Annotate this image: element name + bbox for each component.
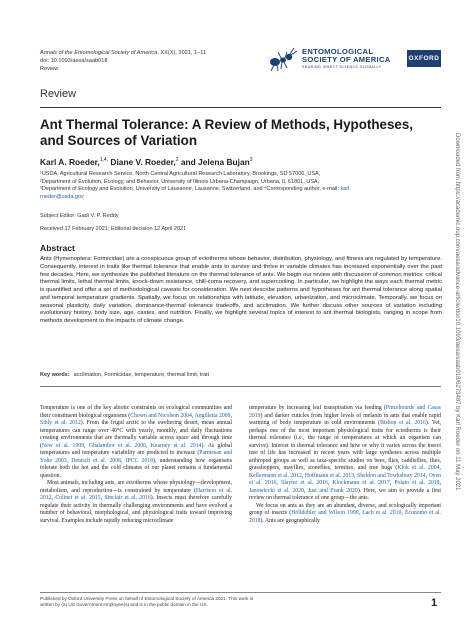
affiliations bbox=[40, 171, 445, 201]
logo-line-2: SOCIETY OF AMERICA bbox=[302, 55, 391, 64]
citation-link[interactable]: Hölldobler and Wilson 1990 bbox=[291, 510, 359, 516]
body-text: temperature by increasing leaf transpiration via feeding ( bbox=[249, 405, 386, 411]
body-text: , bbox=[303, 487, 308, 494]
journal-name: Annals of the Entomological Society of America bbox=[40, 50, 158, 56]
citation-link[interactable]: Hoffmann et al. 2013 bbox=[304, 472, 355, 479]
top-divider bbox=[40, 107, 441, 108]
citation-link[interactable]: Sheldon and Tewksbury 2014 bbox=[357, 472, 426, 479]
citation-link[interactable]: Kellermann et al. 2012 bbox=[249, 472, 302, 479]
body-column-right bbox=[249, 405, 441, 525]
body-paragraph bbox=[249, 405, 441, 503]
author-affiliation-marker: 1,4, bbox=[99, 157, 109, 164]
section-label: Review bbox=[40, 88, 77, 100]
author-affiliation-marker: 2 bbox=[175, 157, 179, 164]
body-text: ). Insects must therefore carefully regulate their activity in thermally challenging environments and have evolved a number of behavioral, morphological, and physiological traits toward improving survival. Examples include rapidly reducing microclimate bbox=[40, 495, 233, 524]
citation-link[interactable]: Colinet et al. 2015 bbox=[55, 495, 101, 501]
body-text: , bbox=[354, 472, 358, 479]
affiliation-2: ²Department of Evolution, Ecology, and Behavior, University of Illinois Urbana-Champaign, Urbana, IL 61801, USA, bbox=[40, 178, 320, 185]
author-name[interactable]: Diane V. Roeder, bbox=[110, 157, 176, 167]
body-paragraph bbox=[249, 503, 441, 526]
citation-link[interactable]: Oyen et al. 2016 bbox=[249, 472, 442, 486]
body-text: ). Here, we aim to provide a first review on thermal tolerance of one group—the ants. bbox=[249, 487, 442, 501]
body-text: ) and darker cuticles from higher levels of melanin in ants that enable rapid warming of body temperature in cold environments ( bbox=[249, 412, 441, 426]
citation-link[interactable]: IPCC 2018 bbox=[125, 457, 154, 464]
affiliation-1: ¹USDA, Agricultural Research Service, North Central Agricultural Research Laboratory, Brookings, SD 57006, USA, bbox=[40, 171, 321, 177]
citation-link[interactable]: Pincebourde and Casas 2019 bbox=[249, 405, 441, 419]
download-watermark-text: Downloaded from https://academic.oup.com/aesa/advance-article/doi/10.1093/aesa/saab018/6273487 by Karl Roeder on 11 May 2021 bbox=[454, 133, 460, 491]
logo-tagline: SHARING INSECT SCIENCE GLOBALLY bbox=[302, 65, 382, 70]
footer-line: written by (a) US Government employee(s) and is in the public domain in the US. bbox=[40, 602, 208, 608]
body-text: We focus on ants as they are an abundant, diverse, and ecologically important group of insects ( bbox=[249, 502, 441, 516]
article-title: Ant Thermal Tolerance: A Review of Methods, Hypotheses, and Sources of Variation bbox=[40, 117, 414, 148]
article-type: Review bbox=[40, 66, 59, 73]
body-text: ). Ants are geographically bbox=[260, 517, 320, 524]
citation-link[interactable]: Janowiecki et al. 2020 bbox=[249, 487, 304, 494]
body-text: , bbox=[358, 510, 363, 516]
body-text: , bbox=[439, 480, 441, 486]
citation-link[interactable]: New et al. 1999 bbox=[41, 442, 85, 449]
citation-link[interactable]: Klok et al. 2004 bbox=[397, 465, 440, 471]
body-text: , bbox=[301, 472, 305, 479]
email-link[interactable]: karl. bbox=[340, 186, 351, 193]
author-name[interactable]: and Jelena Bujan bbox=[180, 157, 250, 167]
author-list bbox=[40, 157, 253, 167]
citation-link[interactable]: Kearney et al. 2014 bbox=[150, 442, 202, 449]
citation-link[interactable]: Sinclair et al. 2016 bbox=[104, 495, 151, 501]
body-text: , bbox=[145, 442, 151, 449]
download-watermark bbox=[455, 133, 465, 593]
affiliation-3-text: ³Department of Ecology and Evolution, University of Lausanne, Lausanne, Switzerland, and ⁴Corresponding author, e-mail: bbox=[40, 186, 341, 193]
body-text: , bbox=[389, 480, 395, 486]
footer-line: Published by Oxford University Press on behalf of Entomological Society of America 2021. This work is bbox=[40, 596, 254, 601]
body-text: , bbox=[191, 412, 195, 419]
citation-link[interactable]: Sibly et al. 2012 bbox=[40, 420, 81, 426]
citation-link[interactable]: Ghalambor et al. 2006 bbox=[88, 442, 146, 449]
citation-link[interactable]: Economo et al. 2018 bbox=[249, 510, 441, 524]
footer-note bbox=[40, 596, 370, 609]
received-dates: Received 17 February 2021; Editorial decision 12 April 2021 bbox=[40, 226, 187, 232]
citation-link[interactable]: Harrison et al. 2012 bbox=[40, 487, 232, 501]
citation-link[interactable]: Polato et al. 2018 bbox=[394, 480, 440, 486]
body-text: Temperature is one of the key abiotic constraints on ecological communities and their constituent biological organisms ( bbox=[40, 405, 232, 419]
citation-link[interactable]: Deutsch et al. 2008 bbox=[71, 457, 121, 464]
email-link-continued[interactable]: roeder@usda.gov bbox=[40, 193, 84, 200]
citation-link[interactable]: Angilletta 2009 bbox=[194, 412, 231, 419]
footer-divider bbox=[40, 592, 441, 593]
journal-meta bbox=[40, 49, 206, 74]
body-text: , bbox=[276, 480, 281, 486]
keywords-text: acclimation, Formicidae, temperature, thermal limit, trait bbox=[73, 372, 210, 378]
body-column-left bbox=[40, 405, 232, 525]
body-text: , bbox=[439, 465, 441, 471]
page-number: 1 bbox=[431, 597, 438, 609]
abstract-text: Ants (Hymenoptera: Formicidae) are a conspicuous group of ectotherms whose behavior, distribution, physiology, and fitness are regulated by temperature. Consequently, interest in traits like thermal tolerance that enable ants to survive and thrive in variable climates has increased exponentially over the past few decades. Here, we synthesize the published literature on the thermal tolerance of ants. We begin our review with discussion of common metrics: critical thermal limits, lethal thermal limits, knock-down resistance, chill-coma recovery, and supercooling. In particular, we highlight the ways each thermal metric is quantified and offer a set of methodological caveats for consideration. We next describe patterns and hypotheses for ant thermal tolerance along spatial and temporal temperature gradients. Spatially, we focus on relationships with latitude, elevation, urbanization, and microclimate. Temporally, we focus on seasonal plasticity, daily variation, dominance-thermal tolerance tradeoffs, and acclimation. We further discuss other sources of variation including evolutionary history, body size, age, castes, and nutrition. Finally, we highlight several topics of interest to ant thermal biologists, ranging in scope from methods development to the impacts of climate change. bbox=[40, 256, 442, 324]
oxford-badge[interactable]: OXFORD bbox=[407, 50, 441, 67]
logo-line-1: ENTOMOLOGICAL bbox=[302, 46, 374, 56]
doi[interactable]: doi: 10.1093/aesa/saab018 bbox=[40, 58, 108, 65]
body-paragraph bbox=[40, 405, 232, 480]
body-paragraph bbox=[40, 480, 232, 525]
abstract-heading: Abstract bbox=[40, 243, 75, 253]
body-text: ). From the frigid arctic to the sweltering desert, mean annual temperatures can range over 40°C with yearly, monthly, and daily fluctuations creating environments that are thermally variable across space and through time ( bbox=[40, 420, 232, 449]
body-text: , bbox=[120, 457, 126, 464]
body-text: ). As global temperatures and temperature variability are predicted to increase ( bbox=[40, 442, 232, 456]
body-text: , bbox=[327, 480, 333, 486]
abstract-divider bbox=[40, 386, 441, 387]
body-text: , bbox=[84, 442, 89, 449]
body-text: , bbox=[66, 457, 72, 464]
keywords-label: Key words: bbox=[40, 372, 70, 378]
body-text: , bbox=[230, 412, 232, 419]
citation-link[interactable]: Klockmann et al. 2017 bbox=[332, 480, 390, 486]
body-text: Most animals, including ants, are ectotherms whose physiology—development, metabolism, and reproduction—is constrained by temperature ( bbox=[40, 480, 232, 494]
author-affiliation-marker: 3 bbox=[249, 157, 253, 164]
body-text: , bbox=[51, 495, 56, 501]
citation-link[interactable]: Chown and Nicolson 2004 bbox=[130, 412, 192, 419]
author-name[interactable]: Karl A. Roeder, bbox=[40, 157, 100, 167]
body-text: ). Yet, perhaps one of the most important physiological traits for ectotherms is their thermal tolerance (i.e., the range of temperatures at which an organism can survive). Interest in thermal tolerance and how or why it varies across the insect tree of life has increased in recent years with large syntheses across multiple arthropod groups as well as taxa-specific studies on bees, flies, caddisflies, flies, grasshoppers, mayflies, stoneflies, termites, and true bugs ( bbox=[249, 420, 441, 471]
esa-logo bbox=[268, 46, 391, 72]
affiliation-3 bbox=[40, 186, 445, 201]
citation-link[interactable]: Bishop et al. 2016 bbox=[380, 420, 426, 426]
ant-logo-icon bbox=[268, 46, 298, 72]
subject-editor: Subject Editor: Gadi V. P. Reddy bbox=[40, 213, 119, 219]
body-text: , bbox=[401, 510, 405, 516]
body-text: ), understanding how organisms tolerate both the hot and the cold climates of our planet remains a fundamental question. bbox=[40, 457, 232, 479]
citation-link[interactable]: Slayter et al. 2016 bbox=[281, 480, 328, 486]
body-text: , bbox=[100, 495, 105, 501]
citation-link[interactable]: Parmesan and Yohe 2003 bbox=[40, 450, 232, 464]
citation-link[interactable]: Lach et al. 2010 bbox=[362, 510, 402, 516]
citation-link[interactable]: Just and Frank 2020 bbox=[307, 487, 358, 494]
journal-citation: , XX(X), 2021, 1–11 bbox=[157, 50, 207, 56]
body-text: , bbox=[425, 472, 429, 479]
keywords bbox=[40, 372, 209, 378]
